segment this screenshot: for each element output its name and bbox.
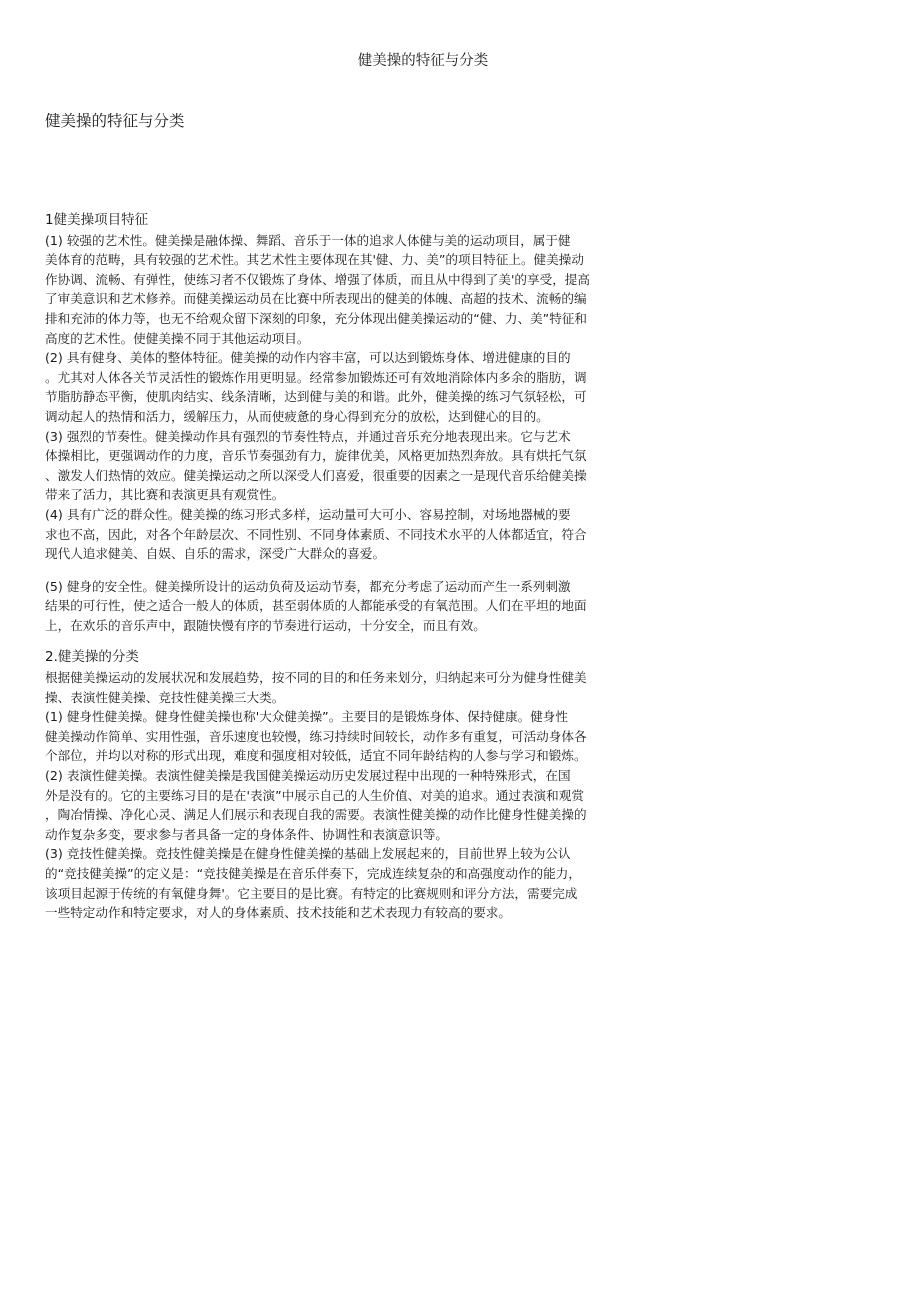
text-line: 了审美意识和艺术修养。而健美操运动员在比赛中所表现出的健美的体魄、高超的技术、流畅的编 [45, 291, 587, 307]
text-line: (5) 健身的安全性。健美操所设计的运动负荷及运动节奏，都充分考虑了运动而产生一系列刺激 [45, 578, 571, 594]
section-2-intro [45, 668, 670, 707]
section-2-paragraph-2 [45, 766, 670, 844]
text-line: 作协调、流畅、有弹性，使练习者不仅锻炼了身体、增强了体质，而且从中得到了美'的享受，提高 [45, 271, 590, 287]
text-line: 高度的艺术性。使健美操不同于其他运动项目。 [45, 330, 310, 346]
page-header-title: 健美操的特征与分类 [357, 53, 489, 69]
text-line: (3) 强烈的节奏性。健美操动作具有强烈的节奏性特点，并通过音乐充分地表现出来。它与艺术 [45, 428, 571, 444]
section-1-paragraph-4 [45, 505, 670, 564]
text-line: 节脂肪静态平衡，使肌肉结实、线条清晰，达到健与美的和谐。此外，健美操的练习气氛轻松，可 [45, 389, 587, 405]
section-1-paragraph-3 [45, 427, 670, 505]
text-line: (1) 健身性健美操。健身性健美操也称'大众健美操”。主要目的是锻炼身体、保持健康。健身性 [45, 709, 568, 725]
text-line: (2) 具有健身、美体的整体特征。健美操的动作内容丰富，可以达到锻炼身体、增进健康的目的 [45, 350, 571, 366]
text-line: 体操相比，更强调动作的力度，音乐节奏强劲有力，旋律优美，风格更加热烈奔放。具有烘托气氛 [45, 448, 587, 464]
text-line: 动作复杂多变，要求参与者具备一定的身体条件、协调性和表演意识等。 [45, 826, 448, 842]
text-line: 带来了活力，其比赛和表演更具有观赏性。 [45, 487, 285, 503]
text-line: 根据健美操运动的发展状况和发展趋势，按不同的目的和任务来划分，归纳起来可分为健身性健美 [45, 670, 587, 686]
text-line: 个部位，并均以对称的形式出现，难度和强度相对较低，适宜不同年龄结构的人参与学习和锻炼。 [45, 748, 587, 764]
text-line: 上，在欢乐的音乐声中，跟随快慢有序的节奏进行运动，十分安全，而且有效。 [45, 617, 486, 633]
section-1-heading: 1健美操项目特征 [45, 212, 149, 228]
text-line: 现代人追求健美、自娱、自乐的需求，深受广大群众的喜爱。 [45, 546, 386, 562]
text-line: 排和充沛的体力等，也无不给观众留下深刻的印象，充分体现出健美操运动的“健、力、美”特征和 [45, 310, 587, 326]
text-line: 该项目起源于传统的有氧健身舞'。它主要目的是比赛。有特定的比赛规则和评分方法，需要完成 [45, 885, 578, 901]
section-1-paragraph-1 [45, 231, 670, 349]
section-2-heading: 2.健美操的分类 [45, 649, 139, 666]
text-line: 、激发人们热情的效应。健美操运动之所以深受人们喜爱，很重要的因素之一是现代音乐给健美操 [45, 467, 587, 483]
text-line: (2) 表演性健美操。表演性健美操是我国健美操运动历史发展过程中出现的一种特殊形式，在国 [45, 768, 571, 784]
section-2-paragraph-3 [45, 844, 670, 922]
document-title: 健美操的特征与分类 [45, 112, 185, 130]
text-line: 健美操动作简单、实用性强，音乐速度也较慢，练习持续时间较长，动作多有重复，可活动身体各 [45, 728, 587, 744]
text-line: ，陶冶情操、净化心灵、满足人们展示和表现自我的需要。表演性健美操的动作比健身性健美操的 [45, 807, 587, 823]
text-line: (1) 较强的艺术性。健美操是融体操、舞蹈、音乐于一体的追求人体健与美的运动项目，属于健 [45, 232, 571, 248]
text-line: 求也不高，因此，对各个年龄层次、不同性别、不同身体素质、不同技术水平的人体都适宜，符合 [45, 526, 587, 542]
text-line: 一些特定动作和特定要求，对人的身体素质、技术技能和艺术表现力有较高的要求。 [45, 905, 511, 921]
section-2-paragraph-1 [45, 707, 670, 766]
section-gap [45, 635, 670, 648]
text-line: 操、表演性健美操、竞技性健美操三大类。 [45, 689, 285, 705]
text-line: (4) 具有广泛的群众性。健美操的练习形式多样，运动量可大可小、容易控制，对场地器械的要 [45, 506, 571, 522]
section-1-paragraph-2 [45, 348, 670, 426]
text-line: 调动起人的热情和活力，缓解压力，从而使疲惫的身心得到充分的放松，达到健心的目的。 [45, 408, 549, 424]
text-line: 。尤其对人体各关节灵活性的锻炼作用更明显。经常参加锻炼还可有效地消除体内多余的脂肪，调 [45, 369, 587, 385]
text-line: 的“竞技健美操”的定义是：“竞技健美操是在音乐伴奏下，完成连续复杂的和高强度动作的能力， [45, 866, 581, 881]
text-line: 结果的可行性，使之适合一般人的体质，甚至弱体质的人都能承受的有氧范围。人们在平坦的地面 [45, 598, 587, 614]
text-line: 美体育的范畴，具有较强的艺术性。其艺术性主要体现在其'健、力、美”的项目特征上。健美操动 [45, 252, 584, 268]
text-line: (3) 竞技性健美操。竞技性健美操是在健身性健美操的基础上发展起来的，目前世界上较为公认 [45, 846, 571, 862]
document-body [45, 211, 670, 923]
section-1-paragraph-5 [45, 577, 670, 636]
text-line: 外是没有的。它的主要练习目的是在'表演”中展示自己的人生价值、对美的追求。通过表演和观赏 [45, 787, 584, 803]
paragraph-gap [45, 564, 670, 577]
